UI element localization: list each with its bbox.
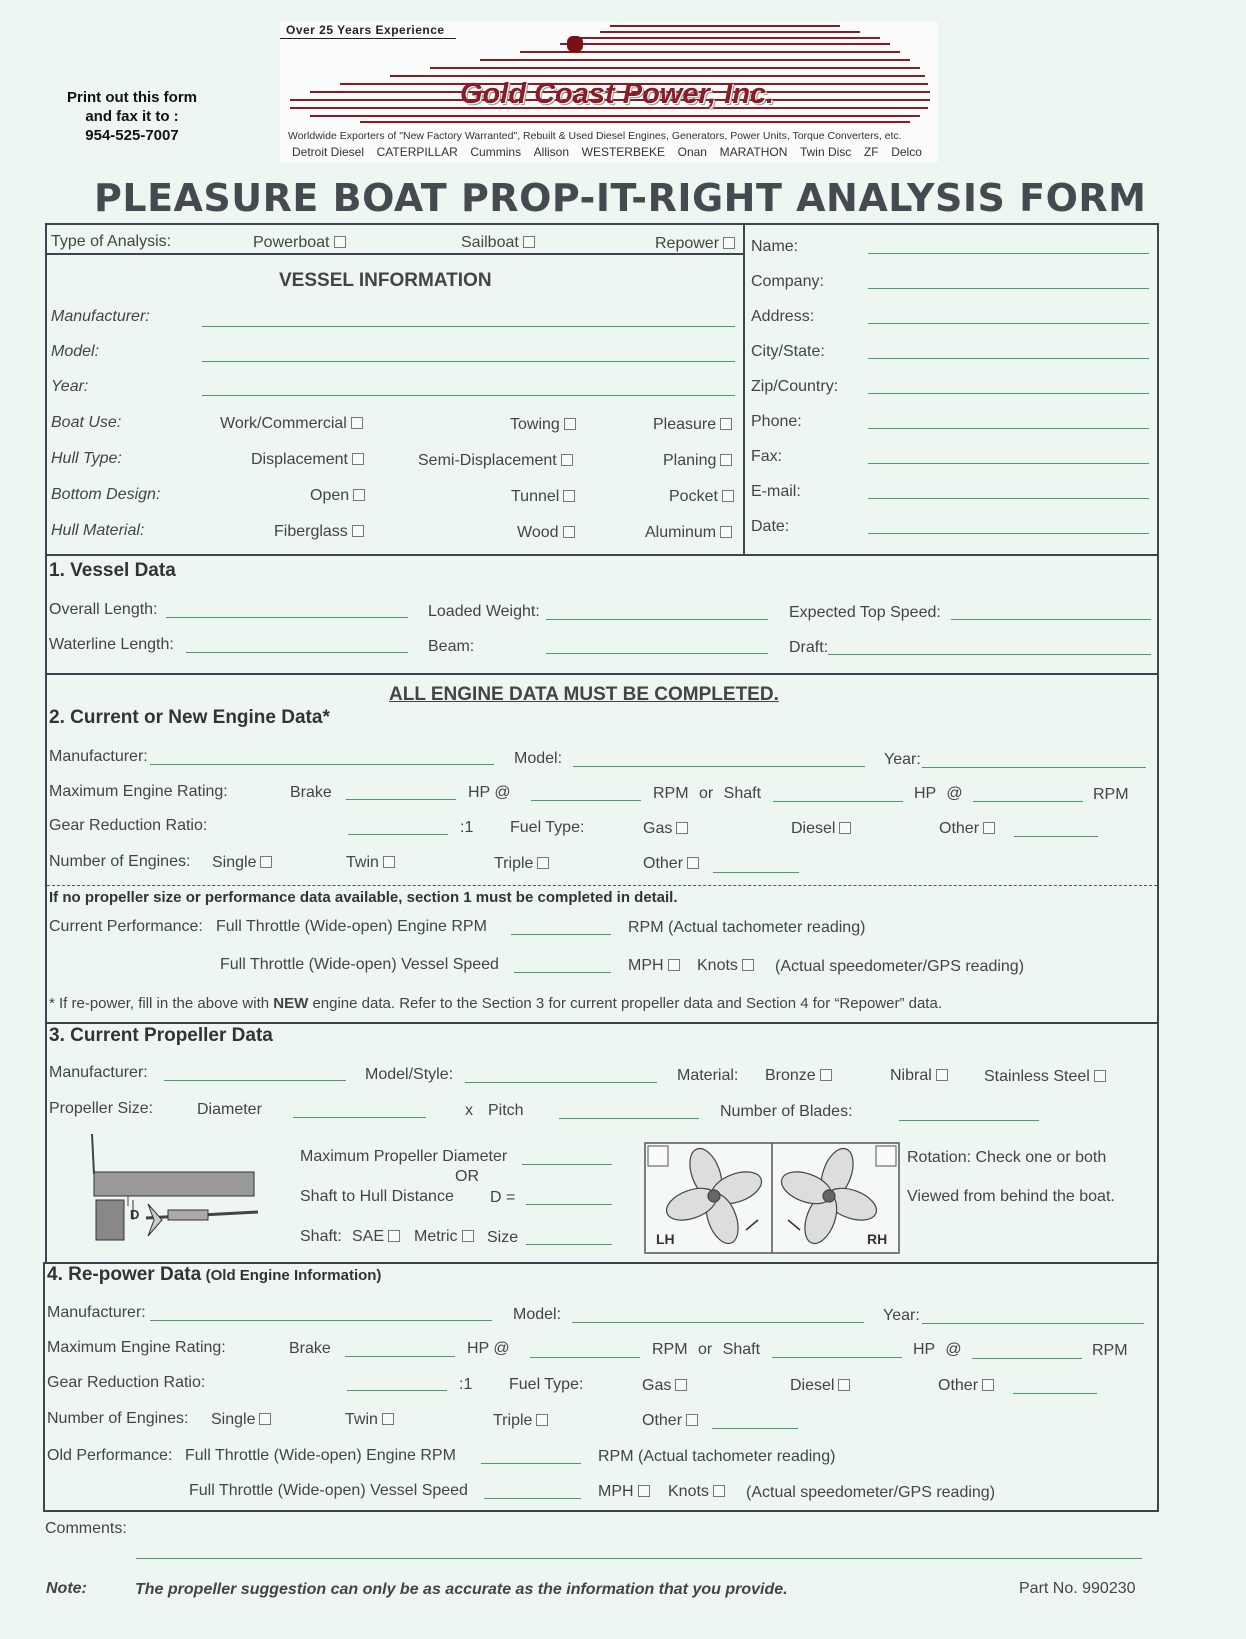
checkbox[interactable] (564, 418, 576, 430)
checkbox[interactable] (686, 1414, 698, 1426)
old-engines-triple[interactable] (493, 1412, 548, 1430)
checkbox[interactable] (668, 959, 680, 971)
pitch-label: Pitch (488, 1102, 524, 1119)
contact-phone-field[interactable] (868, 428, 1149, 429)
draft-field[interactable] (828, 654, 1151, 655)
option-label: Planing (663, 452, 717, 469)
option-label: Semi-Displacement (418, 452, 557, 469)
old-speed-knots[interactable] (668, 1483, 725, 1501)
dashed-divider (47, 885, 1157, 886)
old-speed-note: (Actual speedometer/GPS reading) (746, 1484, 996, 1501)
contact-address-field[interactable] (868, 323, 1149, 324)
checkbox[interactable] (723, 237, 735, 249)
vessel-year-field[interactable] (202, 395, 735, 396)
checkbox[interactable] (720, 454, 732, 466)
checkbox[interactable] (351, 417, 363, 429)
checkbox[interactable] (982, 1379, 994, 1391)
ft-speed-field[interactable] (514, 972, 611, 973)
old-engine-model-field[interactable] (572, 1322, 864, 1323)
shaft-rpm-field[interactable] (973, 801, 1083, 802)
option-label: Single (211, 1411, 256, 1428)
gear-ratio-suffix: :1 (460, 819, 474, 836)
brand-item: WESTERBEKE (581, 145, 665, 159)
x-label: x (465, 1102, 473, 1119)
overall-length-field[interactable] (166, 617, 408, 618)
old-fuel-type-label: Fuel Type: (509, 1376, 584, 1393)
checkbox[interactable] (561, 454, 573, 466)
rpm-note: RPM (Actual tachometer reading) (628, 919, 866, 936)
option-label: Aluminum (645, 524, 717, 541)
option-label: Knots (697, 957, 738, 974)
d-equals-field[interactable] (526, 1204, 612, 1205)
checkbox[interactable] (536, 1414, 548, 1426)
analysis-label: Type of Analysis: (51, 233, 172, 250)
option-label: Twin (345, 1411, 378, 1428)
bottom-design-open[interactable] (310, 487, 365, 505)
company-logo (280, 22, 938, 162)
boat-use-label: Boat Use: (51, 414, 122, 431)
diagram-d-label: D (130, 1207, 140, 1222)
contact-company-label: Company: (751, 273, 824, 290)
old-rpm-or-shaft-label: RPM or Shaft (652, 1341, 761, 1358)
option-label: Twin (346, 854, 379, 871)
hull-material-label: Hull Material: (51, 522, 145, 539)
vessel-manufacturer-label: Manufacturer: (51, 308, 150, 325)
max-prop-dia-label: Maximum Propeller Diameter (300, 1148, 508, 1165)
option-label: Towing (510, 416, 560, 433)
repower-footnote (49, 995, 942, 1012)
engine-model-field[interactable] (573, 766, 865, 767)
ft-speed-label: Full Throttle (Wide-open) Vessel Speed (220, 956, 499, 973)
checkbox[interactable] (713, 1485, 725, 1497)
analysis-option-repower[interactable] (655, 235, 735, 253)
bottom-design-pocket[interactable] (669, 488, 734, 506)
brand-item: Allison (533, 145, 570, 159)
option-label: MPH (628, 957, 664, 974)
section-1-box (45, 554, 1159, 675)
brand-item: Cummins (470, 145, 522, 159)
fuel-gas[interactable] (643, 820, 688, 838)
old-ft-speed-label: Full Throttle (Wide-open) Vessel Speed (189, 1482, 468, 1499)
top-speed-label: Expected Top Speed: (789, 604, 941, 621)
footnote-pre: * If re-power, fill in the above with (49, 995, 274, 1012)
overall-length-label: Overall Length: (49, 601, 158, 618)
section-4-heading (47, 1264, 381, 1286)
logo-tagline: Worldwide Exporters of "New Factory Warranted", Rebuilt & Used Diesel Engines, Generators, Power Units, Torque Converters, etc. (288, 130, 902, 142)
checkbox[interactable] (353, 489, 365, 501)
old-shaft-hp-field[interactable] (772, 1357, 902, 1358)
old-engine-year-field[interactable] (922, 1323, 1144, 1324)
beam-field[interactable] (546, 653, 768, 654)
prop-manufacturer-label: Manufacturer: (49, 1064, 148, 1081)
engine-data-notice: ALL ENGINE DATA MUST BE COMPLETED. (389, 684, 779, 705)
engines-twin[interactable] (346, 854, 395, 872)
old-engines-other-field[interactable] (712, 1428, 798, 1429)
option-label: MPH (598, 1483, 634, 1500)
brand-item: Detroit Diesel (292, 145, 365, 159)
checkbox[interactable] (675, 1379, 687, 1391)
footnote-post: engine data. Refer to the Section 3 for current propeller data and Section 4 for “Repower” data. (308, 995, 942, 1012)
section-3-heading: 3. Current Propeller Data (49, 1025, 273, 1046)
engine-model-label: Model: (514, 750, 563, 767)
rh-label: RH (867, 1231, 888, 1247)
option-label: Gas (643, 820, 673, 837)
option-label: Displacement (251, 451, 348, 468)
speed-mph[interactable] (628, 957, 680, 975)
old-engines-twin[interactable] (345, 1411, 394, 1429)
brake-hp-field[interactable] (346, 799, 456, 800)
checkbox[interactable] (382, 1413, 394, 1425)
section-4-subtitle: (Old Engine Information) (205, 1267, 382, 1284)
option-label: Other (642, 1412, 683, 1429)
option-label: Triple (493, 1412, 533, 1429)
gear-ratio-field[interactable] (348, 834, 448, 835)
checkbox[interactable] (563, 526, 575, 538)
speed-note: (Actual speedometer/GPS reading) (775, 958, 1025, 975)
checkbox[interactable] (563, 490, 575, 502)
old-rpm-note: RPM (Actual tachometer reading) (598, 1448, 836, 1465)
option-label: Pocket (669, 488, 718, 505)
option-label: Powerboat (253, 234, 330, 251)
option-label: Metric (414, 1228, 458, 1245)
option-label: Repower (655, 235, 720, 252)
fax-note-line2: and fax it to : (85, 108, 179, 125)
hull-material-fiberglass[interactable] (274, 523, 364, 541)
old-brake-hp-field[interactable] (345, 1356, 455, 1357)
contact-address-label: Address: (751, 308, 815, 325)
checkbox[interactable] (352, 525, 364, 537)
option-label: Pleasure (653, 416, 717, 433)
gear-ratio-label: Gear Reduction Ratio: (49, 817, 208, 834)
prop-manufacturer-field[interactable] (164, 1080, 346, 1081)
option-label: Sailboat (461, 234, 519, 251)
top-speed-field[interactable] (951, 619, 1151, 620)
old-engine-manufacturer-field[interactable] (150, 1320, 492, 1321)
old-fuel-other[interactable] (938, 1377, 994, 1395)
checkbox[interactable] (838, 1379, 850, 1391)
checkbox[interactable] (260, 856, 272, 868)
checkbox[interactable] (742, 959, 754, 971)
divider (45, 253, 745, 255)
old-fuel-gas[interactable] (642, 1377, 687, 1395)
boat-use-work[interactable] (220, 415, 363, 433)
prop-material-label: Material: (677, 1067, 739, 1084)
contact-zip-field[interactable] (868, 393, 1149, 394)
beam-label: Beam: (428, 638, 475, 655)
fax-note (52, 88, 212, 145)
contact-fax-label: Fax: (751, 448, 783, 465)
option-label: Diesel (790, 1377, 835, 1394)
draft-label: Draft: (789, 639, 829, 656)
checkbox[interactable] (820, 1069, 832, 1081)
speed-knots[interactable] (697, 957, 754, 975)
shaft-sae[interactable] (352, 1228, 400, 1246)
old-performance-label: Old Performance: (47, 1447, 173, 1464)
option-label: Single (212, 854, 257, 871)
diameter-label: Diameter (197, 1101, 262, 1118)
blades-field[interactable] (899, 1120, 1039, 1121)
old-speed-mph[interactable] (598, 1483, 650, 1501)
boat-use-pleasure[interactable] (653, 416, 732, 434)
form-title: PLEASURE BOAT PROP-IT-RIGHT ANALYSIS FORM (94, 176, 1147, 220)
checkbox[interactable] (936, 1069, 948, 1081)
option-label: Open (310, 487, 350, 504)
old-engine-year-label: Year: (883, 1307, 920, 1324)
bottom-design-label: Bottom Design: (51, 486, 161, 503)
note-text: The propeller suggestion can only be as accurate as the information that you provide. (135, 1581, 788, 1598)
checkbox[interactable] (388, 1230, 400, 1242)
checkbox[interactable] (839, 822, 851, 834)
contact-name-label: Name: (751, 238, 799, 255)
old-gear-ratio-field[interactable] (347, 1390, 447, 1391)
lh-label: LH (656, 1231, 675, 1247)
waterline-length-field[interactable] (186, 652, 408, 653)
waterline-length-label: Waterline Length: (49, 636, 174, 653)
shaft-hull-diagram (88, 1134, 258, 1244)
max-prop-dia-field[interactable] (522, 1164, 612, 1165)
d-equals-label: D = (490, 1189, 516, 1206)
part-number: Part No. 990230 (1019, 1580, 1136, 1597)
brake-label: Brake (290, 784, 332, 801)
size-field[interactable] (526, 1244, 612, 1245)
hull-material-wood[interactable] (517, 524, 575, 542)
contact-zip-label: Zip/Country: (751, 378, 839, 395)
checkbox[interactable] (676, 822, 688, 834)
diameter-field[interactable] (293, 1117, 426, 1118)
option-label: Bronze (765, 1067, 816, 1084)
num-engines-label: Number of Engines: (49, 853, 191, 870)
checkbox[interactable] (983, 822, 995, 834)
engines-triple[interactable] (494, 855, 549, 873)
blades-label: Number of Blades: (720, 1103, 853, 1120)
lh-checkbox[interactable] (648, 1146, 668, 1166)
section-1-heading: 1. Vessel Data (49, 560, 176, 581)
old-fuel-diesel[interactable] (790, 1377, 850, 1395)
rpm-label: RPM (1093, 786, 1129, 803)
engine-manufacturer-label: Manufacturer: (49, 748, 148, 765)
engines-other[interactable] (643, 855, 699, 873)
ft-rpm-field[interactable] (511, 934, 611, 935)
pitch-field[interactable] (559, 1118, 699, 1119)
brand-item: ZF (863, 145, 879, 159)
shaft-metric[interactable] (414, 1228, 474, 1246)
old-fuel-other-field[interactable] (1013, 1393, 1097, 1394)
engine-manufacturer-field[interactable] (150, 764, 494, 765)
contact-name-field[interactable] (868, 253, 1149, 254)
contact-email-field[interactable] (868, 498, 1149, 499)
hull-type-displacement[interactable] (251, 451, 364, 469)
hull-type-planing[interactable] (663, 452, 732, 470)
option-label: Wood (517, 524, 559, 541)
old-ft-rpm-field[interactable] (481, 1463, 581, 1464)
brake-rpm-field[interactable] (531, 800, 641, 801)
max-rating-label: Maximum Engine Rating: (49, 783, 228, 800)
comments-field[interactable] (136, 1558, 1142, 1559)
fuel-other[interactable] (939, 820, 995, 838)
contact-company-field[interactable] (868, 288, 1149, 289)
old-engines-single[interactable] (211, 1411, 271, 1429)
shaft-hull-label: Shaft to Hull Distance (300, 1188, 454, 1205)
option-label: Nibral (890, 1067, 932, 1084)
section-2-heading: 2. Current or New Engine Data* (49, 707, 330, 728)
fuel-type-label: Fuel Type: (510, 819, 585, 836)
fax-note-line1: Print out this form (67, 89, 197, 106)
option-label: Other (938, 1377, 979, 1394)
vessel-manufacturer-field[interactable] (202, 326, 735, 327)
brand-item: Onan (677, 145, 707, 159)
old-engines-other[interactable] (642, 1412, 698, 1430)
checkbox[interactable] (687, 857, 699, 869)
material-stainless[interactable] (984, 1068, 1106, 1086)
analysis-option-sailboat[interactable] (461, 234, 535, 252)
loaded-weight-label: Loaded Weight: (428, 603, 540, 620)
engines-single[interactable] (212, 854, 272, 872)
checkbox[interactable] (537, 857, 549, 869)
fuel-diesel[interactable] (791, 820, 851, 838)
checkbox[interactable] (462, 1230, 474, 1242)
logo-company-name: Gold Coast Power, Inc. (460, 78, 775, 110)
analysis-option-powerboat[interactable] (253, 234, 346, 252)
contact-city-label: City/State: (751, 343, 825, 360)
comments-label: Comments: (45, 1520, 127, 1537)
prop-model-label: Model/Style: (365, 1066, 454, 1083)
option-label: SAE (352, 1228, 385, 1245)
contact-city-field[interactable] (868, 358, 1149, 359)
logo-brand-list (292, 145, 922, 159)
old-ft-rpm-label: Full Throttle (Wide-open) Engine RPM (185, 1447, 456, 1464)
ft-rpm-label: Full Throttle (Wide-open) Engine RPM (216, 918, 487, 935)
hull-type-label: Hull Type: (51, 450, 122, 467)
option-label: Tunnel (511, 488, 560, 505)
size-label: Size (487, 1229, 519, 1246)
shaft-hp-field[interactable] (773, 801, 903, 802)
section-4-title: 4. Re-power Data (47, 1264, 202, 1285)
option-label: Stainless Steel (984, 1068, 1090, 1085)
checkbox[interactable] (352, 453, 364, 465)
vessel-info-heading: VESSEL INFORMATION (279, 270, 492, 291)
contact-date-field[interactable] (868, 533, 1149, 534)
option-label: Triple (494, 855, 534, 872)
checkbox[interactable] (383, 856, 395, 868)
rpm-or-shaft-label: RPM or Shaft (653, 785, 762, 802)
checkbox[interactable] (722, 490, 734, 502)
material-nibral[interactable] (890, 1067, 948, 1085)
material-bronze[interactable] (765, 1067, 832, 1085)
old-engine-manufacturer-label: Manufacturer: (47, 1304, 146, 1321)
old-max-rating-label: Maximum Engine Rating: (47, 1339, 226, 1356)
contact-date-label: Date: (751, 518, 790, 535)
prop-size-label: Propeller Size: (49, 1100, 154, 1117)
rotation-diagram (644, 1142, 900, 1254)
checkbox[interactable] (720, 418, 732, 430)
engine-year-field[interactable] (922, 767, 1146, 768)
old-gear-ratio-suffix: :1 (459, 1376, 473, 1393)
engine-year-label: Year: (884, 751, 921, 768)
option-label: Work/Commercial (220, 415, 347, 432)
brand-item: Twin Disc (799, 145, 852, 159)
contact-phone-label: Phone: (751, 413, 802, 430)
loaded-weight-field[interactable] (546, 619, 768, 620)
rh-checkbox[interactable] (876, 1146, 896, 1166)
contact-fax-field[interactable] (868, 463, 1149, 464)
fuel-other-field[interactable] (1014, 836, 1098, 837)
boat-use-towing[interactable] (510, 416, 576, 434)
vessel-model-field[interactable] (202, 361, 735, 362)
checkbox[interactable] (259, 1413, 271, 1425)
hull-type-semi-displacement[interactable] (418, 452, 573, 470)
vessel-year-label: Year: (51, 378, 89, 395)
brand-item: MARATHON (719, 145, 788, 159)
or-label: OR (455, 1168, 479, 1185)
note-label: Note: (46, 1580, 87, 1597)
prop-model-field[interactable] (465, 1082, 657, 1083)
no-prop-note: If no propeller size or performance data available, section 1 must be completed in detail. (49, 889, 678, 906)
old-hp-at-label: HP @ (467, 1340, 510, 1357)
option-label: Knots (668, 1483, 709, 1500)
hp-at-label-2: HP @ (914, 785, 963, 802)
option-label: Fiberglass (274, 523, 348, 540)
brand-item: Delco (891, 145, 922, 159)
bottom-design-tunnel[interactable] (511, 488, 575, 506)
footnote-bold: NEW (273, 995, 309, 1012)
old-gear-ratio-label: Gear Reduction Ratio: (47, 1374, 206, 1391)
fax-note-line3: 954-525-7007 (85, 127, 179, 144)
shaft-label: Shaft: (300, 1228, 342, 1245)
current-performance-label: Current Performance: (49, 918, 203, 935)
checkbox[interactable] (1094, 1070, 1106, 1082)
old-rpm-label: RPM (1092, 1342, 1128, 1359)
old-ft-speed-field[interactable] (484, 1498, 581, 1499)
option-label: Diesel (791, 820, 836, 837)
contact-email-label: E-mail: (751, 483, 801, 500)
old-shaft-rpm-field[interactable] (972, 1358, 1082, 1359)
option-label: Other (643, 855, 684, 872)
option-label: Other (939, 820, 980, 837)
old-hp-at-label-2: HP @ (913, 1341, 962, 1358)
checkbox[interactable] (523, 236, 535, 248)
hp-at-label: HP @ (468, 784, 511, 801)
old-num-engines-label: Number of Engines: (47, 1410, 189, 1427)
rotation-viewpoint: Viewed from behind the boat. (907, 1188, 1115, 1205)
old-engine-model-label: Model: (513, 1306, 562, 1323)
old-brake-rpm-field[interactable] (530, 1357, 640, 1358)
checkbox[interactable] (720, 526, 732, 538)
logo-badge: Over 25 Years Experience (280, 22, 456, 39)
rotation-instruction: Rotation: Check one or both (907, 1149, 1107, 1166)
checkbox[interactable] (638, 1485, 650, 1497)
option-label: Gas (642, 1377, 672, 1394)
old-brake-label: Brake (289, 1340, 331, 1357)
engines-other-field[interactable] (713, 872, 799, 873)
checkbox[interactable] (334, 236, 346, 248)
vessel-model-label: Model: (51, 343, 100, 360)
brand-item: CATERPILLAR (376, 145, 458, 159)
hull-material-aluminum[interactable] (645, 524, 732, 542)
